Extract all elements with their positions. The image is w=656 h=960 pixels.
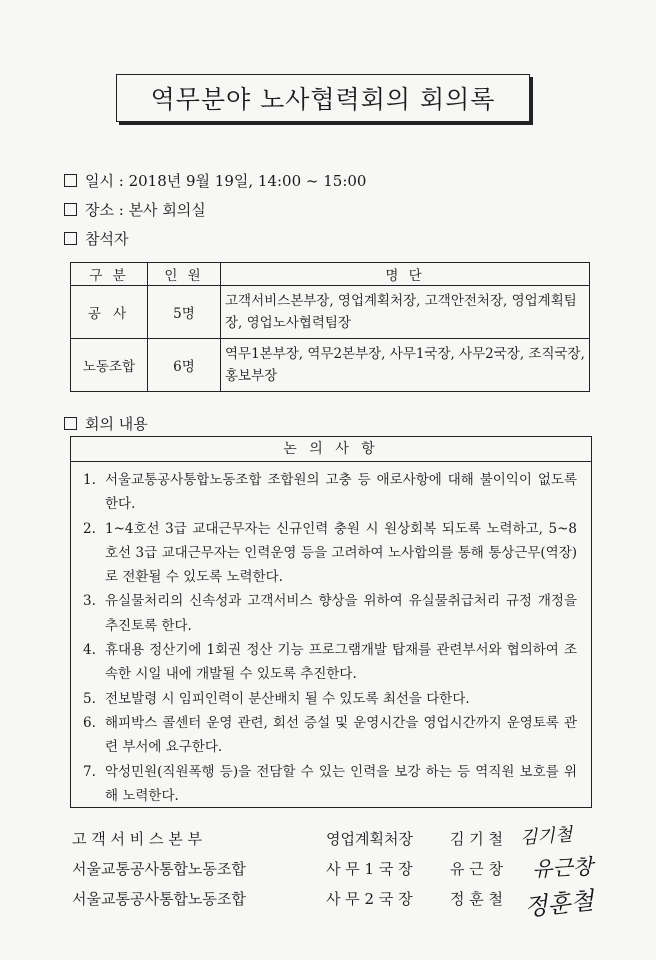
checkbox-icon: [64, 174, 77, 187]
signature-name: 김 기 철: [450, 830, 504, 848]
list-item: 7. 악성민원(직원폭행 등)을 전담할 수 있는 인력을 보강 하는 등 역직원 보호를 위해 노력한다.: [83, 763, 577, 804]
list-item: 5. 전보발령 시 임피인력이 분산배치 될 수 있도록 최선을 다한다.: [83, 690, 470, 707]
handwritten-signature: 김기철: [519, 824, 573, 849]
signature-org: 서울교통공사통합노동조합: [72, 890, 246, 908]
signature-name: 정 훈 철: [450, 890, 504, 908]
attendees-table: [70, 262, 590, 392]
signature-name: 유 근 창: [450, 860, 504, 878]
discussion-header: 논 의 사 항: [71, 437, 591, 462]
table-row: [71, 286, 590, 339]
attendees-label: 참석자: [64, 228, 128, 249]
discussion-list: [71, 462, 591, 808]
header-names: 명 단: [221, 263, 590, 286]
row-names: 고객서비스본부장, 영업계획처장, 고객안전처장, 영업계획팀장, 영업노사협력팀장: [221, 286, 590, 339]
content-label: 회의 내용: [64, 413, 148, 434]
row-count: 6명: [148, 339, 221, 392]
signature-position: 사 무 2 국 장: [326, 890, 413, 908]
checkbox-icon: [64, 417, 77, 430]
table-header-row: [71, 263, 590, 286]
checkbox-icon: [64, 203, 77, 216]
header-group: 구 분: [71, 263, 148, 286]
checkbox-icon: [64, 232, 77, 245]
list-item: 6. 해피박스 콜센터 운영 관련, 회선 증설 및 운영시간을 영업시간까지 운영토록 관련 부서에 요구한다.: [83, 714, 577, 756]
row-count: 5명: [148, 286, 221, 339]
signature-position: 영업계획처장: [326, 830, 413, 848]
document-title: 역무분야 노사협력회의 회의록: [116, 74, 530, 122]
row-group: 공 사: [71, 286, 148, 339]
signature-org: 고 객 서 비 스 본 부: [72, 830, 203, 848]
discussion-box: [70, 436, 592, 808]
header-count: 인 원: [148, 263, 221, 286]
handwritten-signature: 정훈철: [522, 886, 596, 922]
row-group: 노동조합: [71, 339, 148, 392]
signature-org: 서울교통공사통합노동조합: [72, 860, 246, 878]
meeting-place: 장소 : 본사 회의실: [64, 199, 206, 220]
row-names: 역무1본부장, 역무2본부장, 사무1국장, 사무2국장, 조직국장, 홍보부장: [221, 339, 590, 392]
handwritten-signature: 유근창: [531, 854, 594, 882]
list-item: 1. 서울교통공사통합노동조합 조합원의 고충 등 애로사항에 대해 불이익이 없도록 한다.: [83, 472, 577, 513]
meeting-date: 일시 : 2018년 9월 19일, 14:00 ~ 15:00: [64, 170, 366, 191]
signature-position: 사 무 1 국 장: [326, 860, 413, 878]
table-row: [71, 339, 590, 392]
list-item: 2. 1~4호선 3급 교대근무자는 신규인력 충원 시 원상회복 되도록 노력하고, 5~8호선 3급 교대근무자는 인력운영 등을 고려하여 노사합의를 통해 통상근무(역장)로 전환될 수 있도록 노력한다.: [83, 520, 577, 586]
list-item: 4. 휴대용 정산기에 1회권 정산 기능 프로그램개발 탑재를 관련부서와 협의하여 조속한 시일 내에 개발될 수 있도록 추진한다.: [83, 642, 577, 683]
list-item: 3. 유실물처리의 신속성과 고객서비스 향상을 위하여 유실물취급처리 규정 개정을 추진토록 한다.: [83, 593, 577, 634]
